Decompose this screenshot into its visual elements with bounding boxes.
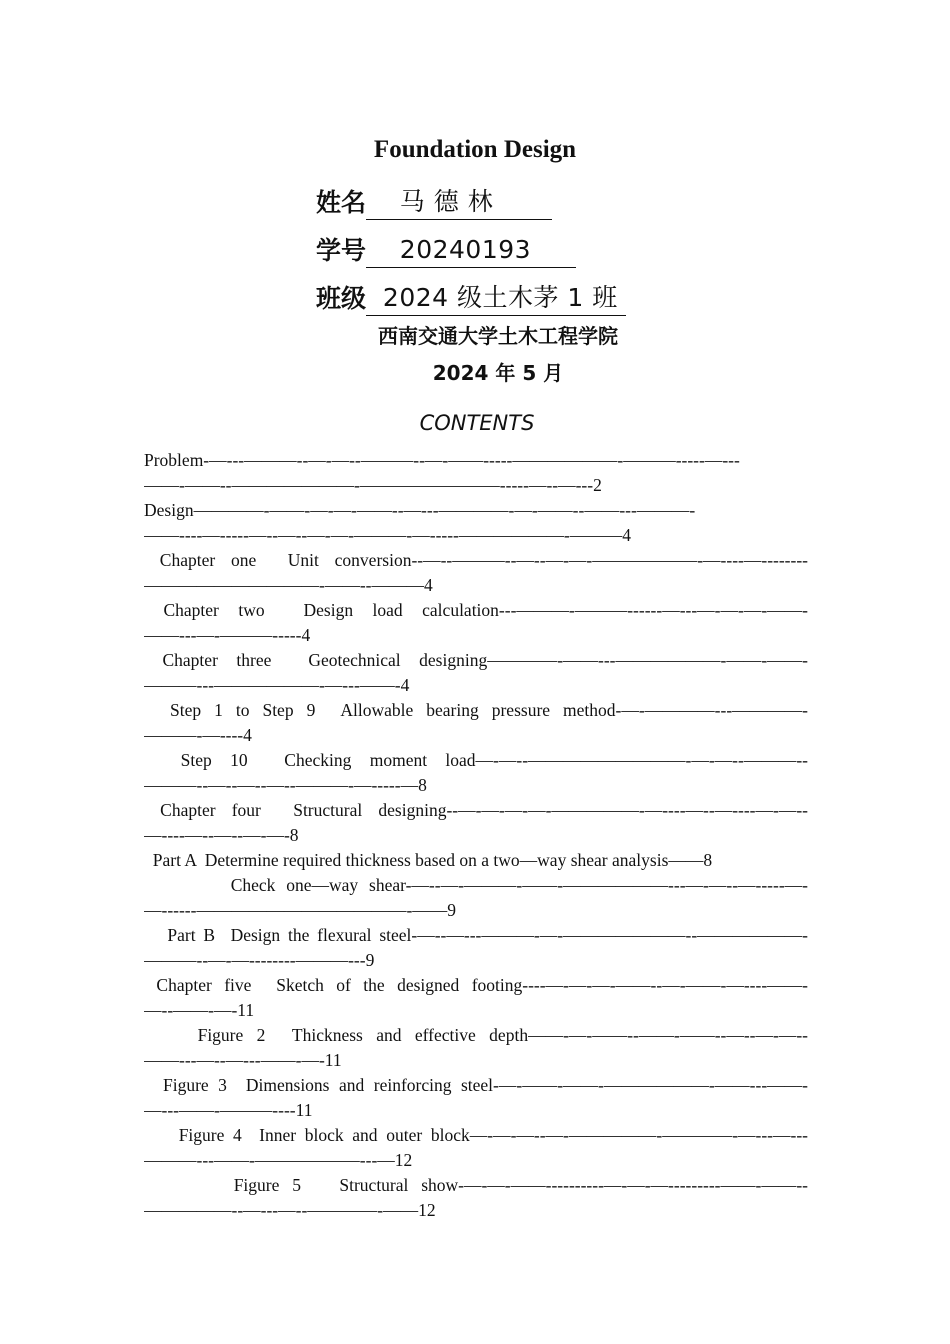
toc-line: Figure 4 Inner block and outer block—-—-—--—-—————-————-—---—--- bbox=[144, 1125, 808, 1145]
toc-line: Chapter three Geotechnical designing————-——---——————-——-——- bbox=[144, 650, 808, 670]
toc-line: Step 1 to Step 9 Allowable bearing pressure method-—-————---————- bbox=[144, 700, 808, 720]
toc-line: ———---——-——————---—12 bbox=[144, 1150, 413, 1170]
toc-entry-chapter-two[interactable] bbox=[144, 598, 808, 648]
toc-line: ——-——--———————-————————-----—--—---2 bbox=[144, 475, 602, 495]
toc-line: Figure 2 Thickness and effective depth——-—-——--——-——--—--—-—-- bbox=[144, 1025, 808, 1045]
toc-entry-figure-5[interactable] bbox=[144, 1173, 808, 1223]
toc-line: ———--—--—--—--———-—-----—8 bbox=[144, 775, 427, 795]
student-id-label: 学号 bbox=[316, 236, 367, 265]
university-name: 西南交通大学土木工程学院 bbox=[378, 324, 618, 348]
toc-line: Part B Design the flexural steel-—--—---———-—-———————--——————- bbox=[144, 925, 808, 945]
student-id-row bbox=[316, 228, 576, 268]
toc-entry-figure-3[interactable] bbox=[144, 1073, 808, 1123]
toc-line: —---——-———----11 bbox=[144, 1100, 313, 1120]
toc-line: ——---—-———-----4 bbox=[144, 625, 311, 645]
toc-line: Part A Determine required thickness based on a two—way shear analysis——8 bbox=[144, 850, 713, 870]
toc-line: Step 10 Checking moment load—-—--—————————-—-—--———-- bbox=[144, 750, 808, 770]
toc-line: —————--—---—--————-——12 bbox=[144, 1200, 436, 1220]
toc-entry-problem[interactable] bbox=[144, 448, 808, 498]
name-row bbox=[316, 180, 552, 220]
toc-line: ——---—--—---——-—-11 bbox=[144, 1050, 342, 1070]
toc-line: Design————-——-—-—-——--—---————-—-——--——---———- bbox=[144, 500, 696, 520]
toc-entry-chapter-four[interactable] bbox=[144, 798, 808, 848]
student-id-value: 20240193 bbox=[366, 233, 576, 268]
toc-entry-chapter-three[interactable] bbox=[144, 648, 808, 698]
name-value: 马 德 林 bbox=[366, 185, 552, 220]
toc-entry-part-a[interactable] bbox=[144, 848, 808, 873]
toc-line: —--——-—-11 bbox=[144, 1000, 255, 1020]
class-row bbox=[316, 276, 626, 316]
toc-line: ———-—----4 bbox=[144, 725, 252, 745]
toc-line: —----—--—--—-—-8 bbox=[144, 825, 299, 845]
toc-line: Chapter two Design load calculation---———-———------—---—-—-—-——- bbox=[144, 600, 808, 620]
toc-entry-design[interactable] bbox=[144, 498, 808, 548]
toc-line: Figure 5 Structural show-—-—-——----------—-—-—---------——-——-- bbox=[144, 1175, 808, 1195]
toc-entry-step-10[interactable] bbox=[144, 748, 808, 798]
document-date: 2024 年 5 月 bbox=[432, 361, 564, 385]
document-title: Foundation Design bbox=[373, 136, 577, 163]
toc-line: ———--—-—--------———---9 bbox=[144, 950, 375, 970]
toc-line: Check one—way shear-—--—-———-——-——————---—-—--—-----—- bbox=[144, 875, 808, 895]
class-label: 班级 bbox=[316, 284, 367, 313]
toc-line: —------————————————-——9 bbox=[144, 900, 457, 920]
toc-entry-chapter-one[interactable] bbox=[144, 548, 808, 598]
name-label: 姓名 bbox=[316, 188, 367, 217]
toc-line: Chapter five Sketch of the designed footing----—-—-—-——--—-——-—----——- bbox=[144, 975, 808, 995]
toc-line: ——----—-----—--—--—-—-———-—-----——————-———4 bbox=[144, 525, 631, 545]
toc-entry-figure-4[interactable] bbox=[144, 1123, 808, 1173]
class-value: 2024 级土木茅 1 班 bbox=[366, 281, 626, 316]
toc-entry-part-b[interactable] bbox=[144, 923, 808, 973]
toc-entry-chapter-five[interactable] bbox=[144, 973, 808, 1023]
table-of-contents bbox=[144, 448, 808, 1223]
toc-line: ——————————-——--———4 bbox=[144, 575, 433, 595]
toc-entry-one-way-shear[interactable] bbox=[144, 873, 808, 923]
toc-entry-figure-2[interactable] bbox=[144, 1023, 808, 1073]
toc-line: ———---——————-—---——-4 bbox=[144, 675, 410, 695]
toc-line: Problem-—---———--—-—--———--—-——-----——————-———-----—--- bbox=[144, 450, 740, 470]
contents-heading: CONTENTS bbox=[419, 411, 535, 435]
toc-line: Chapter four Structural designing--—-—-—-—-—————-—----—--—----—-—-- bbox=[144, 800, 808, 820]
toc-line: Chapter one Unit conversion--—--———--—--—-—-——————-—----—-------- bbox=[144, 550, 808, 570]
toc-entry-step-1-9[interactable] bbox=[144, 698, 808, 748]
toc-line: Figure 3 Dimensions and reinforcing steel-—-——-——-——————-——---——- bbox=[144, 1075, 808, 1095]
